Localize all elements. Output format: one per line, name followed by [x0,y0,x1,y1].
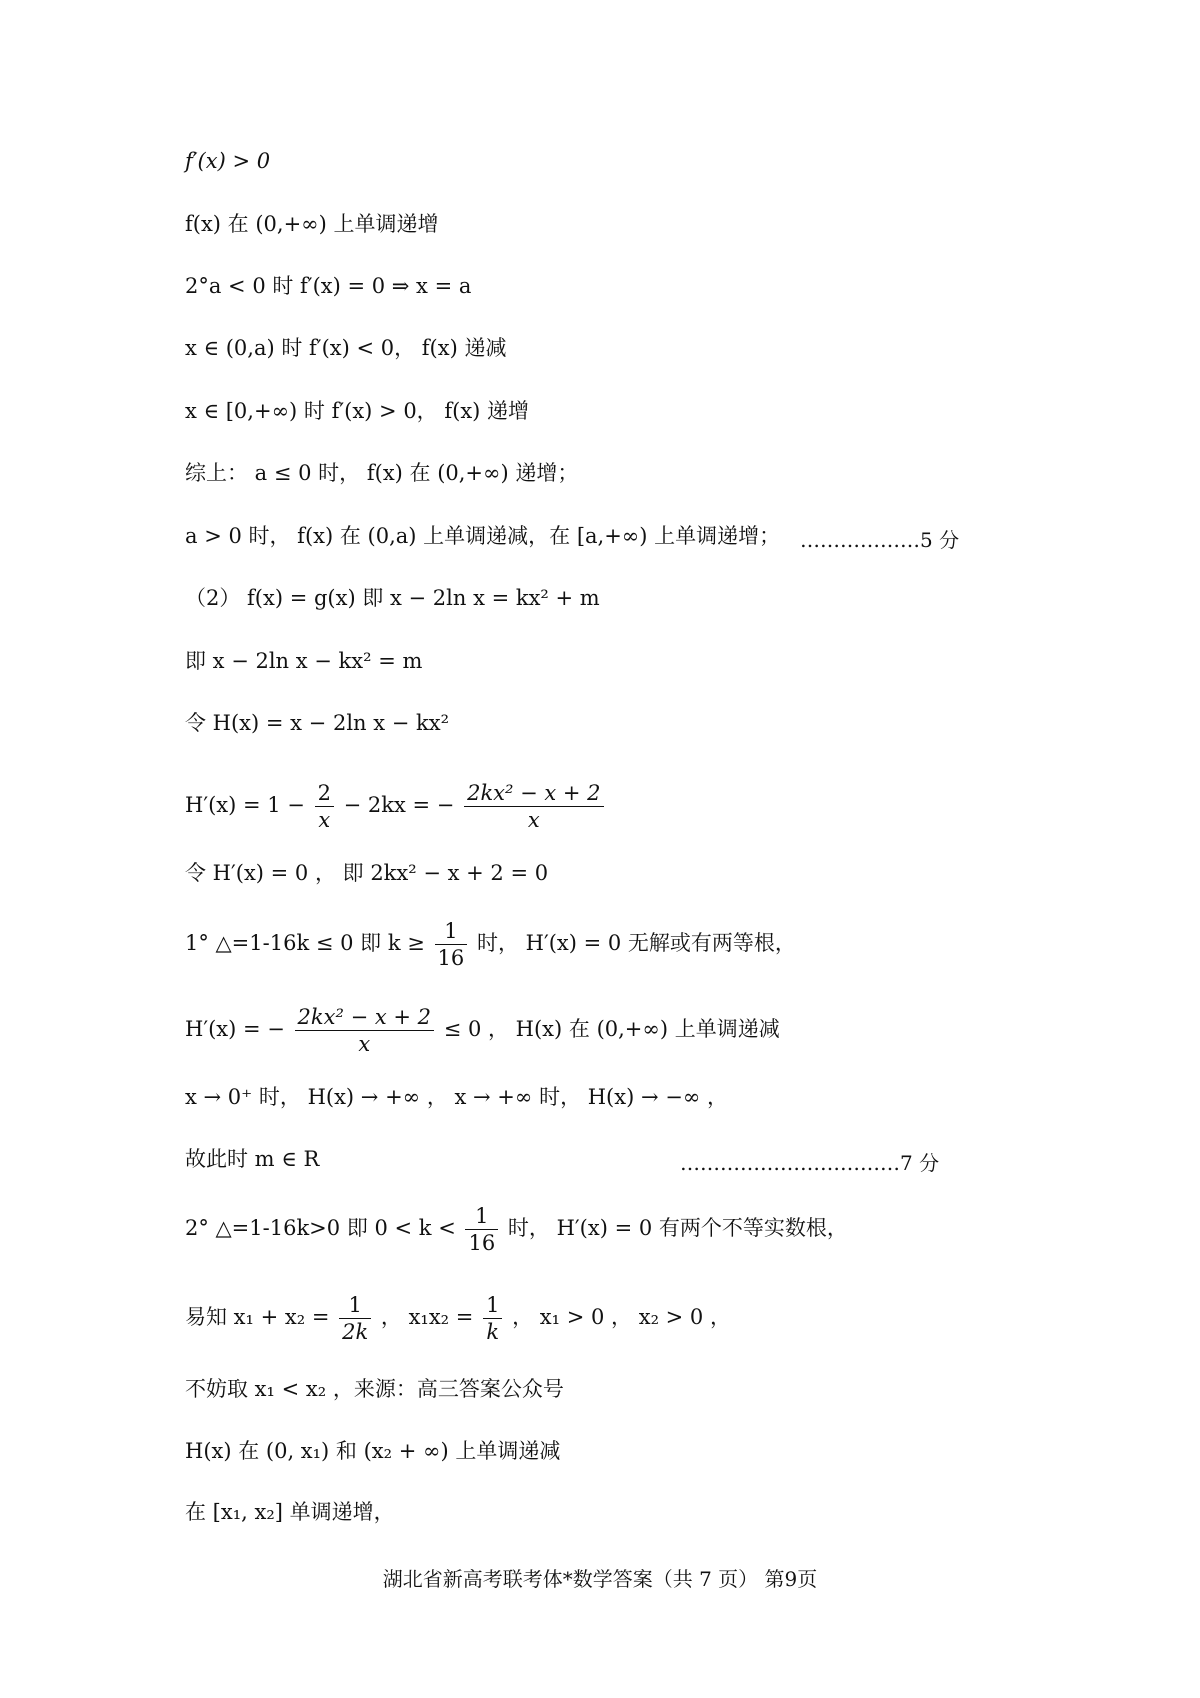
h-prime-mid: − 2kx = − [343,793,455,817]
line-14: 不妨取 x₁ < x₂ ，来源：高三答案公众号 [185,1377,564,1401]
fraction-quadratic-over-x [295,1004,434,1057]
h-prime-line [185,780,607,833]
h-prime-lhs: H′(x) = 1 − [185,793,305,817]
line-6: 综上： a ≤ 0 时， f(x) 在 (0,+∞) 递增； [185,461,579,485]
fraction-denominator: x [527,808,540,832]
page-footer: 湖北省新高考联考体*数学答案（共 7 页） 第9页 [382,1567,818,1591]
case1-pre: 1° △=1-16k ≤ 0 即 k ≥ [185,931,425,955]
fraction-numerator: 1 [435,918,468,945]
case1-line [185,918,796,971]
line-9: 即 x − 2ln x − kx² = m [185,649,423,673]
score-5: ………………5 分 [800,528,960,552]
fraction-1-over-16 [435,918,468,971]
fraction-quadratic-over-x [464,780,603,833]
case1b-line [185,1004,780,1057]
line-15: H(x) 在 (0, x₁) 和 (x₂ + ∞) 上单调递减 [185,1439,561,1463]
line-11: 令 H′(x) = 0 ， 即 2kx² − x + 2 = 0 [185,861,549,885]
fraction-numerator: 2 [315,780,334,807]
fraction-denominator: 2k [342,1320,369,1344]
fraction-1-over-k [483,1292,502,1345]
line-5: x ∈ [0,+∞) 时 f′(x) > 0， f(x) 递增 [185,399,530,423]
vieta-line [185,1292,731,1345]
fraction-numerator: 1 [483,1292,502,1319]
line-10: 令 H(x) = x − 2ln x − kx² [185,711,450,735]
line-13: 故此时 m ∈ R [185,1147,320,1171]
case2-post: 时， H′(x) = 0 有两个不等实数根， [507,1216,848,1240]
line-4: x ∈ (0,a) 时 f′(x) < 0， f(x) 递减 [185,336,507,360]
line-1: f′(x) > 0 [185,149,271,173]
fraction-1-over-16 [465,1203,498,1256]
vieta-mid: ， x₁x₂ = [380,1305,474,1329]
fraction-numerator: 1 [465,1203,498,1230]
fraction-denominator: 16 [468,1231,496,1255]
case2-pre: 2° △=1-16k>0 即 0 < k < [185,1216,456,1240]
line-3: 2°a < 0 时 f′(x) = 0 ⇒ x = a [185,274,472,298]
line-8: （2） f(x) = g(x) 即 x − 2ln x = kx² + m [185,586,600,610]
case1b-post: ≤ 0 ， H(x) 在 (0,+∞) 上单调递减 [443,1017,780,1041]
fraction-2-over-x [315,780,334,833]
line-7: a > 0 时， f(x) 在 (0,a) 上单调递减，在 [a,+∞) 上单调递增； [185,524,781,548]
fraction-denominator: x [318,808,331,832]
fraction-1-over-2k [339,1292,371,1345]
case2-line [185,1203,848,1256]
line-2: f(x) 在 (0,+∞) 上单调递增 [185,212,439,236]
line-16: 在 [x₁, x₂] 单调递增， [185,1500,395,1524]
vieta-post: ， x₁ > 0 ， x₂ > 0 ， [512,1305,731,1329]
fraction-denominator: x [358,1032,371,1056]
fraction-numerator: 1 [339,1292,371,1319]
fraction-denominator: 16 [437,946,465,970]
fraction-numerator: 2kx² − x + 2 [464,780,603,807]
line-12: x → 0⁺ 时， H(x) → +∞ ， x → +∞ 时， H(x) → −∞ ， [185,1085,728,1109]
fraction-numerator: 2kx² − x + 2 [295,1004,434,1031]
score-7: ……………………………7 分 [680,1151,940,1175]
case1b-pre: H′(x) = − [185,1017,285,1041]
vieta-pre: 易知 x₁ + x₂ = [185,1305,330,1329]
fraction-denominator: k [486,1320,500,1344]
case1-post: 时， H′(x) = 0 无解或有两等根， [476,931,796,955]
